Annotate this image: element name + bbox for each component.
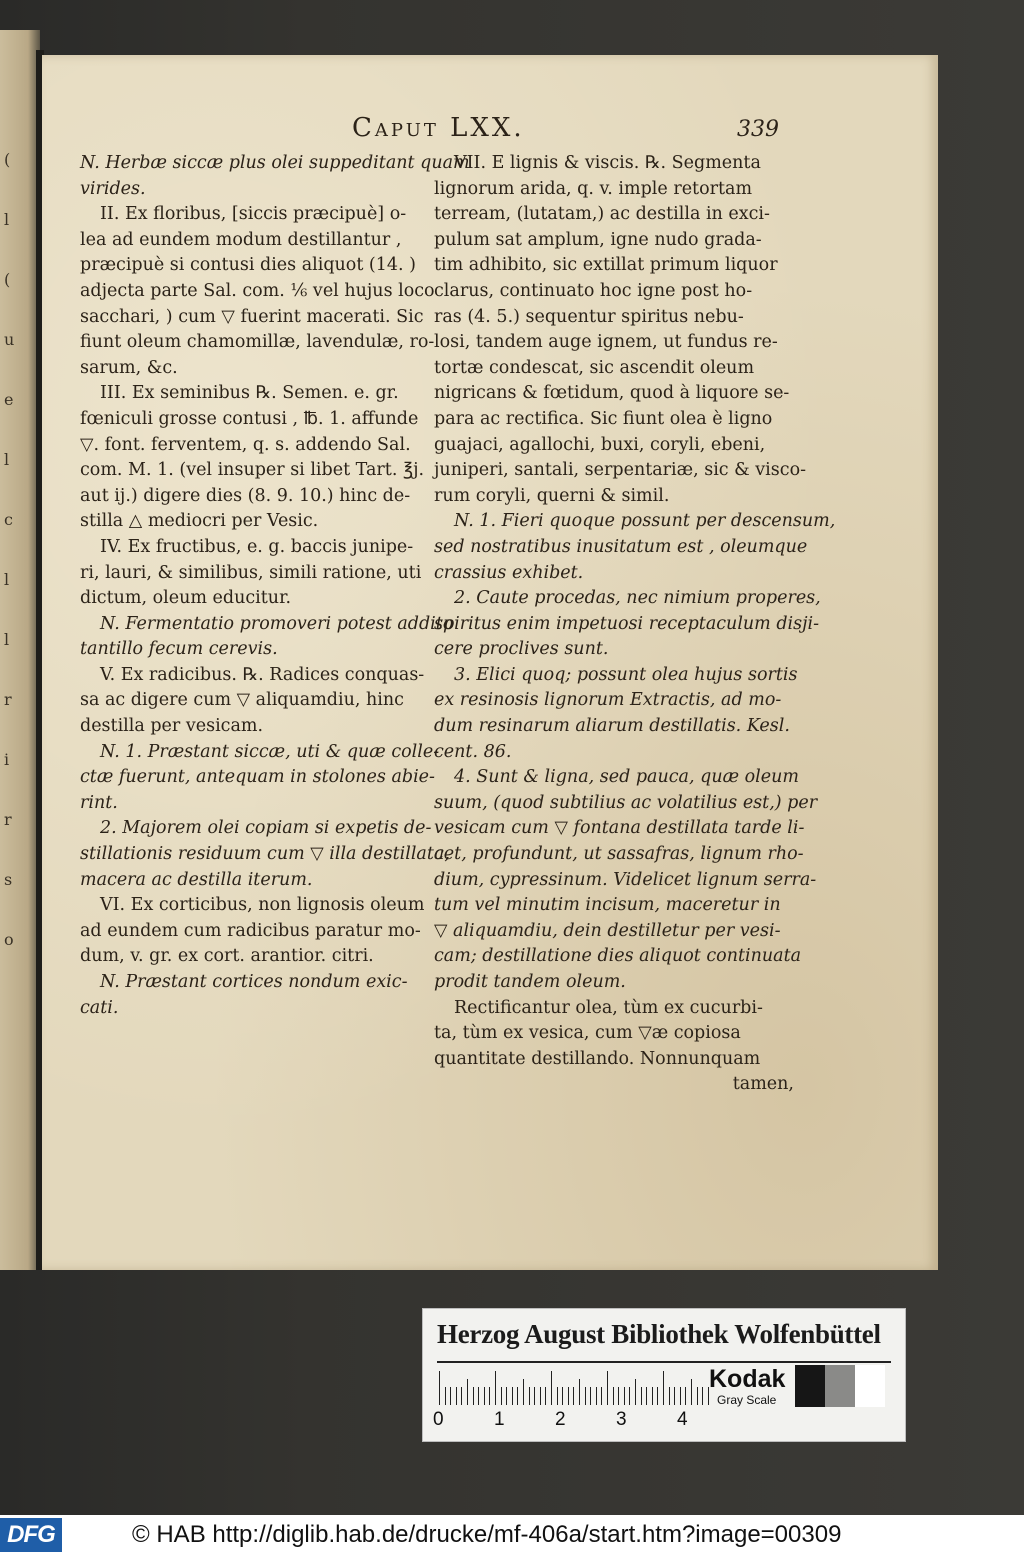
copyright-url[interactable]: © HAB http://diglib.hab.de/drucke/mf-406a/start.htm?image=00309 [132,1521,842,1548]
left-text-column [80,151,470,1021]
text-line: rum coryli, querni & simil. [434,485,670,506]
text-line: ex resinosis lignorum Extractis, ad mo- [434,690,782,711]
text-line: III. Ex seminibus ℞. Semen. e. gr. [100,383,399,404]
ruler-tick [439,1371,440,1405]
text-line: cam; destillatione dies aliquot continuata [434,946,802,967]
card-divider [437,1361,891,1363]
ruler-tick [641,1387,642,1405]
underlying-page-mark: s [4,870,13,889]
text-line: suum, (quod subtilius ac volatilius est,) per [434,792,818,813]
text-line: vesicam cum ▽ fontana destillata tarde li- [434,818,805,839]
text-line: lignorum arida, q. v. imple retortam [434,178,753,199]
text-line: aut ij.) digere dies (8. 9. 10.) hinc de- [80,485,411,506]
underlying-page-mark: r [4,810,12,829]
text-line: 2. Caute procedas, nec nimium properes, [454,588,821,609]
right-text-column [434,151,836,1098]
ruler-tick [551,1371,552,1405]
text-line: prodit tandem oleum. [434,972,626,992]
measurement-ruler [435,1371,705,1405]
text-line: ras (4. 5.) sequentur spiritus nebu- [434,306,744,327]
kodak-gray-scale-label: Gray Scale [717,1393,777,1407]
ruler-tick [618,1387,619,1405]
text-line: sa ac digere cum ▽ aliquamdiu, hinc [80,690,404,711]
chapter-title: Caput LXX. [352,113,525,143]
ruler-label: 3 [616,1409,627,1430]
text-line: nigricans & fœtidum, quod à liquore se- [434,383,790,404]
text-line: ctæ fuerunt, antequam in stolones abie- [80,767,435,788]
underlying-page-mark: ( [4,150,11,169]
text-line: para ac rectifica. Sic fiunt olea è ligno [434,408,773,429]
text-line: VI. Ex corticibus, non lignosis oleum [100,895,425,916]
ruler-tick [585,1387,586,1405]
text-line: tamen, [732,1074,794,1095]
underlying-page-mark: l [4,450,10,469]
ruler-tick [456,1387,457,1405]
ruler-tick [680,1387,681,1405]
text-line: cent. 86. [434,741,512,762]
text-line: quantitate destillando. Nonnunquam [434,1048,761,1069]
text-line: N. Præstant cortices nondum exic- [100,972,408,992]
ruler-tick [573,1387,574,1405]
text-line: ▽ aliquamdiu, dein destilletur per vesi- [434,920,781,941]
ruler-tick [562,1387,563,1405]
text-line: terream, (lutatam,) ac destilla in exci- [434,204,770,225]
ruler-tick [596,1387,597,1405]
ruler-tick [607,1371,608,1405]
text-line: stillationis residuum cum ▽ illa destillata, [80,844,450,865]
text-line: ta, tùm ex vesica, cum ▽æ copiosa [434,1023,741,1044]
text-line: fœniculi grosse contusi , ℔. 1. affunde [80,408,419,429]
text-line: IV. Ex fructibus, e. g. baccis junipe- [100,536,414,557]
underlying-page-marks [0,30,40,1270]
ruler-tick [579,1379,580,1405]
text-line: guajaci, agallochi, buxi, coryli, ebeni, [434,434,766,455]
text-line: tim adhibito, sic extillat primum liquor [434,255,778,276]
library-name: Herzog August Bibliothek Wolfenbüttel [437,1319,881,1349]
text-line: lea ad eundem modum destillantur , [80,229,402,250]
color-calibration-card [422,1308,906,1442]
text-line: virides. [80,178,146,199]
ruler-tick [484,1387,485,1405]
text-line: 2. Majorem olei copiam si expetis de- [100,818,432,839]
text-line: N. Fermentatio promoveri potest addito [100,613,454,634]
ruler-label: 4 [677,1409,688,1430]
text-line: adjecta parte Sal. com. ⅙ vel hujus loco [80,280,435,301]
underlying-page-mark: o [4,930,14,949]
dfg-logo: DFG [0,1518,62,1552]
ruler-tick [495,1371,496,1405]
underlying-page-mark: i [4,750,10,769]
text-line: crassius exhibet. [434,562,584,583]
text-line: pulum sat amplum, igne nudo grada- [434,229,762,250]
text-line: dum resinarum aliarum destillatis. Kesl. [434,716,790,737]
ruler-tick [450,1387,451,1405]
text-line: losi, tandem auge ignem, ut fundus re- [434,332,778,353]
footer-bar [0,1515,1024,1555]
ruler-tick [467,1379,468,1405]
text-line: macera ac destilla iterum. [80,869,313,890]
ruler-tick [512,1387,513,1405]
text-line: N. 1. Fieri quoque possunt per descensum, [454,511,836,532]
ruler-tick [669,1387,670,1405]
text-line: dum, v. gr. ex cort. arantior. citri. [80,946,374,967]
ruler-tick [624,1387,625,1405]
text-line: fiunt oleum chamomillæ, lavendulæ, ro- [80,332,435,353]
text-line: cati. [80,997,119,1018]
text-line: stilla △ mediocri per Vesic. [80,511,319,532]
ruler-tick [629,1387,630,1405]
text-line: ▽. font. ferventem, q. s. addendo Sal. [80,434,411,455]
page-header [42,113,938,153]
underlying-page-edge [0,30,40,1270]
ruler-tick [517,1387,518,1405]
text-line: præcipuè si contusi dies aliquot (14. ) [80,255,416,276]
underlying-page-mark: r [4,690,12,709]
ruler-tick [529,1387,530,1405]
text-line: ad eundem cum radicibus paratur mo- [80,920,421,941]
text-line: spiritus enim impetuosi receptaculum disji- [434,613,820,634]
ruler-tick [478,1387,479,1405]
text-line: dictum, oleum educitur. [80,588,292,609]
ruler-tick [590,1387,591,1405]
text-line: cet, profundunt, ut sassafras, lignum rho- [434,844,804,865]
text-line: tum vel minutim incisum, maceretur in [434,895,781,916]
underlying-page-mark: l [4,210,10,229]
ruler-tick [657,1387,658,1405]
text-line: cere proclives sunt. [434,639,609,660]
text-line: juniperi, santali, serpentariæ, sic & visco- [434,460,807,481]
ruler-tick [601,1387,602,1405]
ruler-tick [613,1387,614,1405]
text-line: VII. E lignis & viscis. ℞. Segmenta [454,153,761,173]
ruler-tick [685,1387,686,1405]
ruler-tick [635,1379,636,1405]
text-line: destilla per vesicam. [80,716,264,737]
gray-swatch [855,1365,885,1407]
ruler-tick [501,1387,502,1405]
underlying-page-mark: l [4,570,10,589]
ruler-label: 1 [494,1409,505,1430]
ruler-tick [445,1387,446,1405]
ruler-tick [663,1371,664,1405]
page-number: 339 [737,117,779,142]
ruler-tick [545,1387,546,1405]
text-line: tantillo fecum cerevis. [80,639,278,660]
underlying-page-mark: e [4,390,14,409]
text-line: com. M. 1. (vel insuper si libet Tart. ℥j. [80,460,425,481]
text-line: ri, lauri, & similibus, simili ratione, uti [80,562,422,583]
kodak-brand: Kodak [709,1365,786,1393]
text-line: dium, cypressinum. Videlicet lignum serra- [434,869,817,890]
text-line: sed nostratibus inusitatum est , oleumque [434,536,808,557]
text-line: N. 1. Præstant siccæ, uti & quæ colle- [100,741,440,762]
ruler-tick [534,1387,535,1405]
ruler-tick [506,1387,507,1405]
ruler-label: 0 [433,1409,444,1430]
book-page [42,55,938,1270]
text-line: rint. [80,792,118,813]
ruler-tick [557,1387,558,1405]
ruler-tick [646,1387,647,1405]
gray-swatch [795,1365,825,1407]
text-line: 3. Elici quoq; possunt olea hujus sortis [454,664,798,685]
text-line: tortæ condescat, sic ascendit oleum [434,357,755,378]
text-line: II. Ex floribus, [siccis præcipuè] o- [100,204,407,225]
ruler-label: 2 [555,1409,566,1430]
text-line: N. Herbæ siccæ plus olei suppeditant quam [80,153,470,173]
ruler-tick [652,1387,653,1405]
ruler-tick [691,1379,692,1405]
ruler-tick [674,1387,675,1405]
text-line: V. Ex radicibus. ℞. Radices conquas- [100,664,425,685]
gray-swatch [825,1365,855,1407]
underlying-page-mark: ( [4,270,11,289]
ruler-tick [461,1387,462,1405]
text-line: Rectificantur olea, tùm ex cucurbi- [454,997,763,1018]
ruler-tick [702,1387,703,1405]
ruler-tick [568,1387,569,1405]
text-line: sarum, &c. [80,357,178,378]
text-line: sacchari, ) cum ▽ fuerint macerati. Sic [80,306,424,327]
text-line: clarus, continuato hoc igne post ho- [434,280,753,301]
ruler-tick [523,1379,524,1405]
underlying-page-mark: c [4,510,13,529]
ruler-tick [489,1387,490,1405]
underlying-page-mark: u [4,330,15,349]
underlying-page-mark: l [4,630,10,649]
ruler-tick [540,1387,541,1405]
ruler-tick [697,1387,698,1405]
text-line: 4. Sunt & ligna, sed pauca, quæ oleum [454,767,799,788]
ruler-tick [473,1387,474,1405]
